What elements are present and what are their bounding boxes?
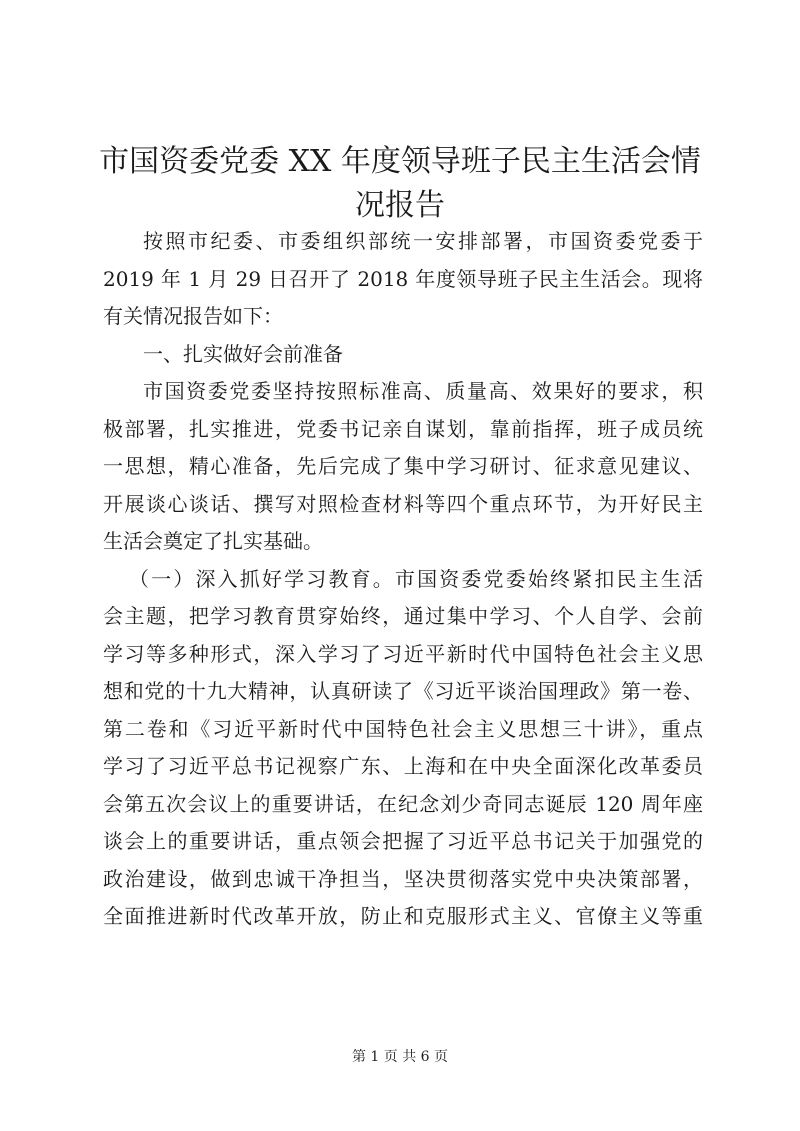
section-heading: 一、扎实做好会前准备 <box>143 341 343 366</box>
page-indicator: 第 1 页 共 6 页 <box>351 1049 449 1065</box>
title-line: 市国资委党委 XX 年度领导班子民主生活会情 <box>99 144 701 179</box>
title-line: 况报告 <box>355 188 445 223</box>
body-line: 市国资委党委坚持按照标准高、质量高、效果好的要求，积 <box>143 379 703 403</box>
body-line: 一思想，精心准备，先后完成了集中学习研讨、征求意见建议、 <box>103 454 703 478</box>
body-line: 开展谈心谈话、撰写对照检查材料等四个重点环节，为开好民主 <box>103 491 703 516</box>
body-line: 政治建设，做到忠诚干净担当，坚决贯彻落实党中央决策部署， <box>103 866 703 891</box>
body-line: 学习了习近平总书记视察广东、上海和在中央全面深化改革委员 <box>103 754 703 778</box>
page-footer <box>0 1046 800 1066</box>
document-title <box>90 140 710 228</box>
body-line: （一）深入抓好学习教育。市国资委党委始终紧扣民主生活 <box>129 566 703 591</box>
body-line: 2019 年 1 月 29 日召开了 2018 年度领导班子民主生活会。现将 <box>103 266 703 291</box>
body-line: 全面推进新时代改革开放，防止和克服形式主义、官僚主义等重 <box>103 904 703 928</box>
body-line: 有关情况报告如下： <box>103 304 283 328</box>
body-line: 会主题，把学习教育贯穿始终，通过集中学习、个人自学、会前 <box>103 604 703 628</box>
body-line: 第二卷和《习近平新时代中国特色社会主义思想三十讲》，重点 <box>103 716 703 741</box>
body-line: 生活会奠定了扎实基础。 <box>103 529 323 553</box>
body-line: 会第五次会议上的重要讲话，在纪念刘少奇同志诞辰 120 周年座 <box>103 791 703 816</box>
body-line: 想和党的十九大精神，认真研读了《习近平谈治国理政》第一卷、 <box>103 679 703 703</box>
body-line: 学习等多种形式，深入学习了习近平新时代中国特色社会主义思 <box>103 641 703 666</box>
body-line: 按照市纪委、市委组织部统一安排部署，市国资委党委于 <box>143 229 703 253</box>
document-body <box>103 223 703 936</box>
body-line: 谈会上的重要讲话，重点领会把握了习近平总书记关于加强党的 <box>103 829 703 853</box>
body-line: 极部署，扎实推进，党委书记亲自谋划，靠前指挥，班子成员统 <box>103 416 703 441</box>
